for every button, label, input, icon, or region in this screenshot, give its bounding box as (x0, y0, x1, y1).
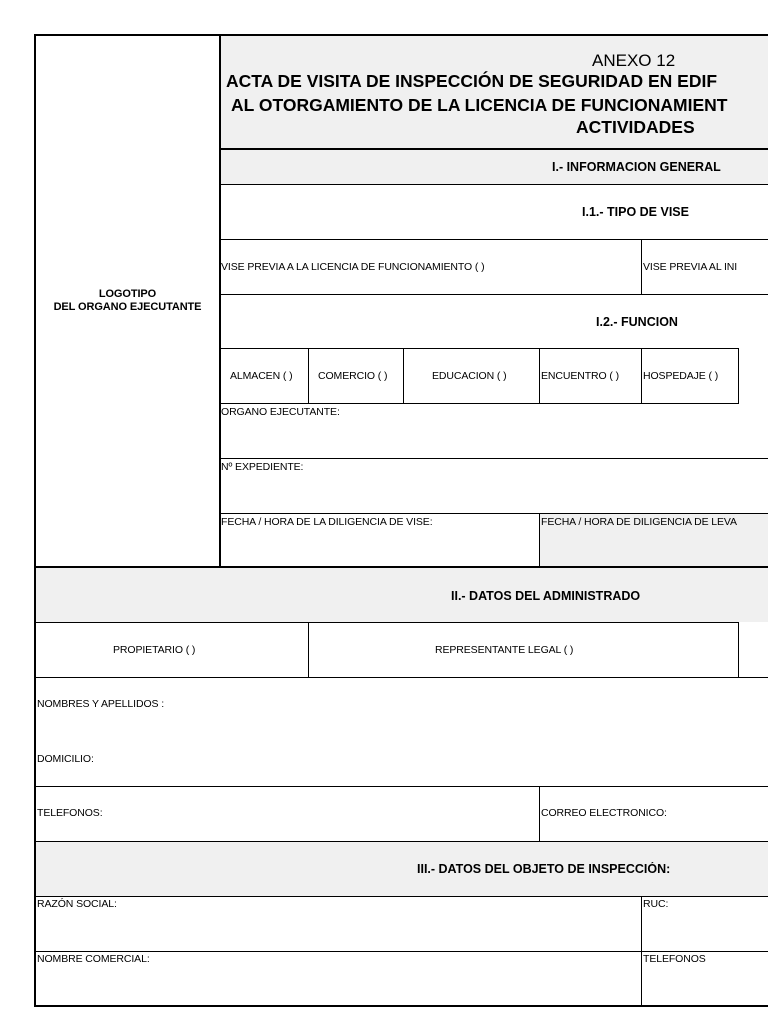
telefonos-objeto-label: TELEFONOS (643, 953, 706, 965)
line-458 (220, 458, 768, 459)
domicilio-label: DOMICILIO: (37, 753, 94, 765)
funcion-comercio[interactable]: COMERCIO ( ) (318, 370, 388, 382)
line-403 (220, 403, 739, 404)
line-841 (35, 841, 768, 842)
line-348 (220, 348, 739, 349)
logo-divider (219, 34, 221, 568)
tipo-vise-title: I.1.- TIPO DE VISE (582, 205, 689, 219)
propietario-option[interactable]: PROPIETARIO ( ) (113, 644, 196, 656)
vline-f5 (738, 348, 739, 403)
correo-label: CORREO ELECTRONICO: (541, 807, 667, 819)
annex-number: ANEXO 12 (592, 51, 676, 70)
logo-line1: LOGOTIPO (98, 288, 157, 300)
logo-placeholder (36, 36, 219, 566)
razon-social-label: RAZÓN SOCIAL: (37, 898, 117, 910)
vline-f4 (641, 348, 642, 403)
line-951 (35, 951, 768, 952)
vline-f1 (308, 348, 309, 403)
vline-tipo (641, 239, 642, 294)
nombre-comercial-label: NOMBRE COMERCIAL: (37, 953, 150, 965)
funcion-hospedaje[interactable]: HOSPEDAJE ( ) (643, 370, 719, 382)
organo-ejecutante-label: ORGANO EJECUTANTE: (221, 406, 340, 418)
line-566 (35, 566, 768, 568)
ruc-label: RUC: (643, 898, 669, 910)
section3-title: III.- DATOS DEL OBJETO DE INSPECCIÓN: (417, 862, 671, 876)
title-line2: AL OTORGAMIENTO DE LA LICENCIA DE FUNCIONAMIENT (231, 95, 728, 115)
fecha-lev-label: FECHA / HORA DE DILIGENCIA DE LEVA (541, 516, 737, 528)
representante-option[interactable]: REPRESENTANTE LEGAL ( ) (435, 644, 574, 656)
vline-tel (539, 786, 540, 841)
funcion-title: I.2.- FUNCION (596, 315, 678, 329)
line-677 (35, 677, 768, 678)
vline-fecha (539, 513, 540, 567)
line-786 (35, 786, 768, 787)
funcion-encuentro[interactable]: ENCUENTRO ( ) (541, 370, 620, 382)
line-148 (220, 148, 768, 150)
vline-prop (308, 622, 309, 677)
funcion-almacen[interactable]: ALMACEN ( ) (230, 370, 293, 382)
nombres-label: NOMBRES Y APELLIDOS : (37, 698, 165, 710)
line-239 (220, 239, 768, 240)
line-896 (35, 896, 768, 897)
vline-f3 (539, 348, 540, 403)
fecha-vise-label: FECHA / HORA DE LA DILIGENCIA DE VISE: (221, 516, 433, 528)
logo-line2: DEL ORGANO EJECUTANTE (53, 301, 202, 313)
section1-title: I.- INFORMACION GENERAL (552, 160, 721, 174)
vline-rep (738, 622, 739, 677)
telefonos-label: TELEFONOS: (37, 807, 103, 819)
line-622 (35, 622, 739, 623)
line-184 (220, 184, 768, 185)
border-bottom (35, 1005, 768, 1007)
tipo-vise-option1[interactable]: VISE PREVIA A LA LICENCIA DE FUNCIONAMIENTO ( ) (221, 261, 485, 273)
tipo-vise-option2[interactable]: VISE PREVIA AL INI (643, 261, 738, 273)
title-line1: ACTA DE VISITA DE INSPECCIÓN DE SEGURIDAD EN EDIF (226, 71, 718, 91)
section2-title-background (36, 568, 768, 622)
line-513 (220, 513, 768, 514)
vline-f2 (403, 348, 404, 403)
funcion-educacion[interactable]: EDUCACION ( ) (432, 370, 507, 382)
section2-title: II.- DATOS DEL ADMINISTRADO (451, 589, 641, 603)
line-294 (220, 294, 768, 295)
expediente-label: Nº EXPEDIENTE: (221, 461, 304, 473)
title-line3: ACTIVIDADES (576, 117, 695, 137)
